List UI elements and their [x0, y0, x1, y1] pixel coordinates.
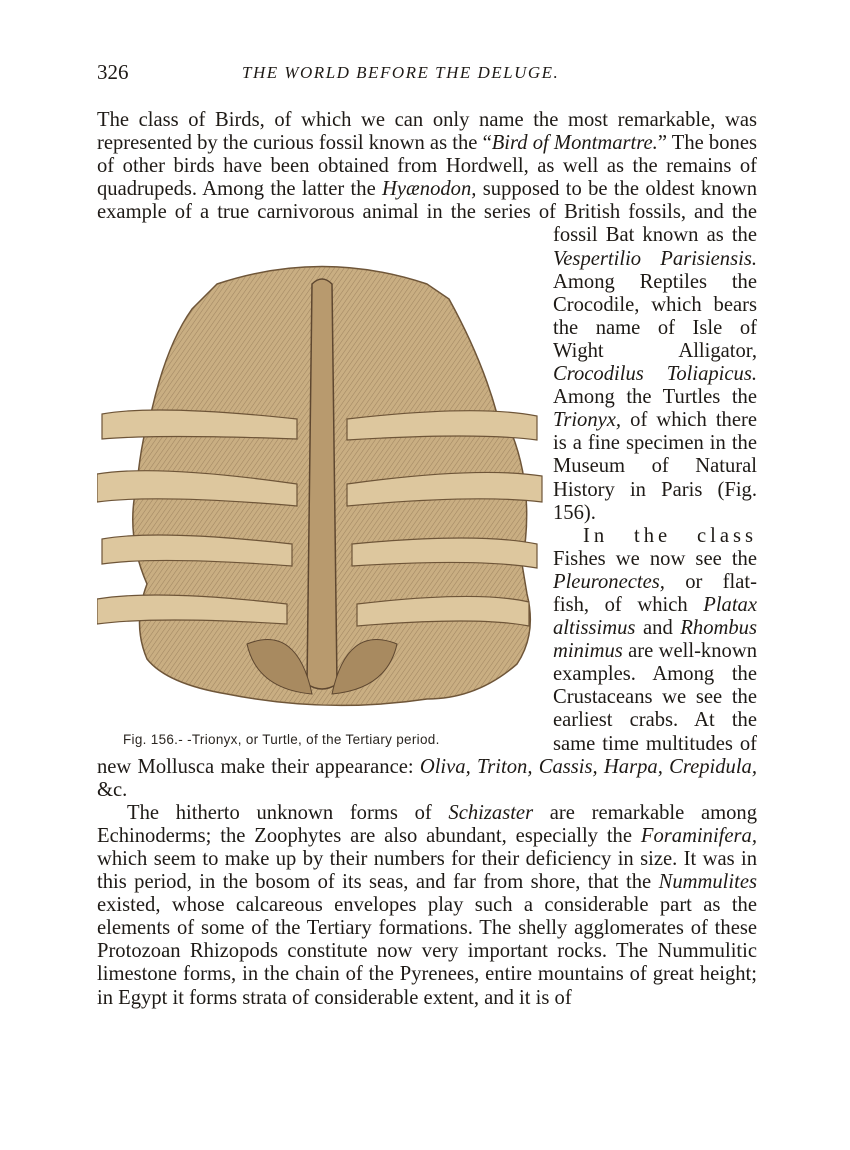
italic-term: Foraminifera,	[640, 824, 757, 847]
italic-term: Platax altissimus	[553, 593, 757, 640]
page-header	[97, 60, 757, 90]
text-span: Among Reptiles the Crocodile, which bears the name of Isle of Wight Alligator,	[553, 270, 757, 362]
page-number: 326	[97, 60, 129, 84]
italic-term: Bird of Montmartre.	[491, 132, 658, 155]
text-span: of which there is a fine specimen in the Museum of Natural History in Paris (Fig. 156).	[553, 409, 757, 524]
italic-term: Hyænodon,	[382, 178, 477, 201]
text-span: are remarkable among Echinoderms; the Zoophytes are also abundant, especially the	[97, 801, 757, 847]
text-span: In the class	[583, 524, 757, 547]
italic-term: Vespertilio Parisiensis.	[553, 247, 757, 270]
figure-caption: Fig. 156.- -Trionyx, or Turtle, of the Tertiary period.	[123, 732, 440, 748]
paragraph-echinoderms	[97, 802, 757, 1010]
italic-term: Schizaster	[448, 801, 534, 824]
italic-term: Rhombus minimus	[553, 617, 757, 663]
italic-term: Oliva, Triton, Cassis, Harpa, Crepidula,	[419, 755, 757, 778]
text-span: ” The bones of other birds have been obtained from Hordwell, as well as the remains of quadrupeds. Among the latter the	[97, 132, 757, 201]
text-span: The hitherto unknown forms of	[127, 801, 449, 824]
italic-term: Trionyx,	[553, 409, 622, 432]
text-span: &c.	[97, 778, 128, 801]
italic-term: Crocodilus Toliapicus.	[553, 363, 757, 386]
text-span: supposed to be the oldest known example of a true carnivorous animal in the series of British fossils, and the fossil Bat known as the	[97, 178, 757, 247]
running-head: THE WORLD BEFORE THE DELUGE.	[242, 63, 560, 82]
spine-column	[307, 279, 337, 689]
text-span: existed, whose calcareous envelopes play such a considerable part as the elements of some of the Tertiary formations. The shelly agglomerates of these Protozoan Rhizopods constitute now very important rocks. The Nummulitic limestone forms, in the chain of the Pyrenees, entire mountains of great height; in Egypt it forms strata of considerable extent, and it is of	[97, 894, 757, 1009]
text-span: Among the Turtles the	[553, 386, 757, 409]
text-span: The class of Birds, of which we can only name the most remarkable, was represented by the curious fossil known as the “	[97, 109, 757, 155]
italic-term: Nummulites	[658, 871, 757, 894]
text-span: Fishes we now see the	[553, 547, 757, 570]
text-span: are well-known examples. Among the Crustaceans we see the earliest crabs. At the same time multitudes of new Mollusca make their appearance:	[97, 640, 757, 778]
body-text-wrapped	[97, 109, 757, 1010]
text-span: which seem to make up by their numbers for their deficiency in size. It was in this period, in the bosom of its seas, and far from shore, that the	[97, 848, 757, 894]
italic-term: Pleuronectes,	[553, 570, 665, 593]
trionyx-turtle-illustration	[97, 244, 545, 744]
text-span: or flat-fish, of which	[553, 570, 757, 616]
text-span: and	[635, 617, 681, 640]
